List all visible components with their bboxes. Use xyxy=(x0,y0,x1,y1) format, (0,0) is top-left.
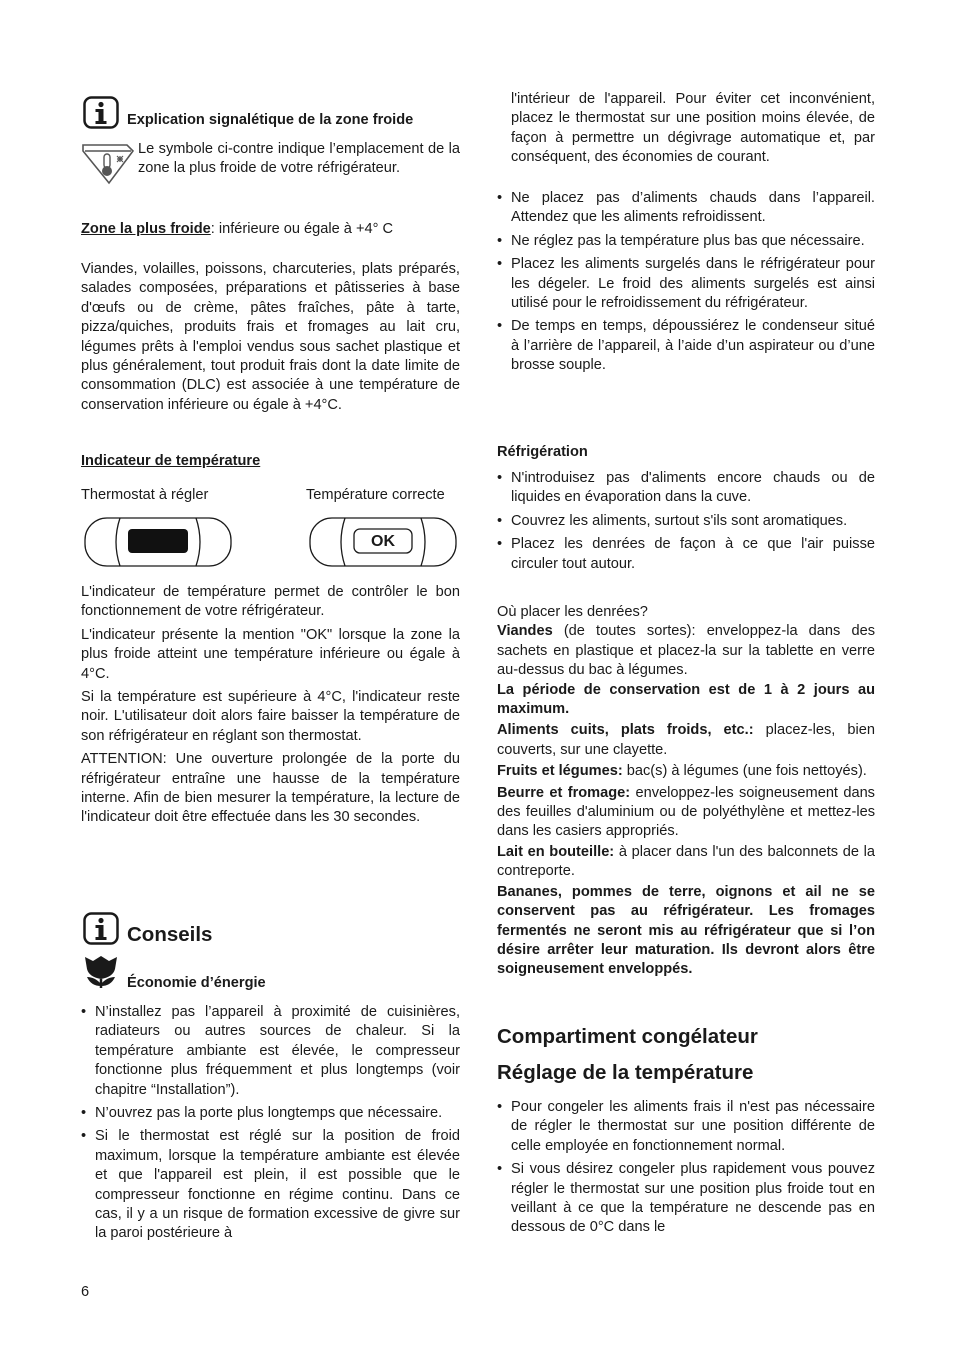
conservation-note: La période de conservation est de 1 à 2 jours au maximum. xyxy=(497,681,875,718)
continuation-text: l'intérieur de l'appareil. Pour éviter cet inconvénient, placez le thermostat sur une position moins élevée, de façon à permettre un dégivrage automatique et, par conséquent, des économies de courant. xyxy=(511,91,875,166)
where-question: Où placer les denrées? xyxy=(497,604,648,620)
list-item: • Si le thermostat est réglé sur la position de froid maximum, lorsque la température ambiante est élevée et que l'appareil est plein, il est possible que le compresseur fonctionne en régime continu. Dans ce cas, il y a un risque de formation excessive de givre sur la paroi postérieure à xyxy=(81,1128,460,1242)
correct-temp-label: Température correcte xyxy=(306,487,445,503)
economie-title: Économie d’énergie xyxy=(127,975,266,991)
cold-zone-icon xyxy=(81,141,135,185)
energy-saving-icon xyxy=(83,955,119,989)
list-item: • N’ouvrez pas la porte plus longtemps que nécessaire. xyxy=(81,1105,443,1122)
list-item: • Couvrez les aliments, surtout s'ils sont aromatiques. xyxy=(497,512,848,529)
indicator-paragraph: L'indicateur présente la mention "OK" lorsque la zone la plus froide atteint une température inférieure ou égale à 4°C. xyxy=(81,626,460,682)
indicator-black xyxy=(84,517,232,567)
conseils-title: Conseils xyxy=(127,923,213,946)
zone-line xyxy=(81,220,460,239)
info-icon xyxy=(83,96,119,129)
aliments-paragraph: Aliments cuits, plats froids, etc.: placez-les, bien couverts, sur une clayette. xyxy=(497,722,875,758)
zone-value: : inférieure ou égale à +4° C xyxy=(210,221,394,237)
zone-paragraph: Viandes, volailles, poissons, charcuteries, plats préparés, salades composées, préparations et pâtisseries à base d'œufs ou de crème, pâtes fraîches, pâte à tarte, pizza/quiches, produits frais et fromages au lait cru, légumes prêts à l'emploi vendus sous sachet plastique et plus généralement, tout produit frais dont la date limite de consommation (DLC) est associée à une température de conservation inférieure ou égale à +4°C. xyxy=(81,261,460,413)
info-text: Le symbole ci-contre indique l’emplacement de la zone la plus froide de votre réfrigérateur. xyxy=(138,141,460,177)
list-item: • Ne placez pas d’aliments chauds dans l’appareil. Attendez que les aliments refroidissent. xyxy=(497,190,875,226)
info-icon xyxy=(83,912,119,945)
page-number: 6 xyxy=(81,1284,90,1300)
tips-list xyxy=(497,189,875,380)
ok-label: OK xyxy=(371,533,395,550)
list-item: • N’installez pas l’appareil à proximité de cuisinières, radiateurs ou autres sources de chaleur. Si la température ambiante est élevée, le compresseur fonctionne plus fréquemment et plus longtemps (voir chapitre “Installation”). xyxy=(81,1004,460,1098)
reglage-list xyxy=(497,1098,875,1242)
reglage-title: Réglage de la température xyxy=(497,1061,754,1084)
list-item: • Si vous désirez congeler plus rapidement vous pouvez régler le thermostat sur une position plus froide tout en veillant à ce que la température ne descende pas en dessous de 0°C dans le xyxy=(497,1161,875,1236)
list-item: • Pour congeler les aliments frais il n'est pas nécessaire de régler le thermostat sur une position différente de celle employée en fonctionnement normal. xyxy=(497,1099,875,1154)
list-item: • N'introduisez pas d'aliments encore chauds ou de liquides en évaporation dans la cuve. xyxy=(497,470,875,506)
compartiment-title: Compartiment congélateur xyxy=(497,1025,758,1048)
list-item: • De temps en temps, dépoussiérez le condenseur situé à l’arrière de l’appareil, à l’aide d’un aspirateur ou d’une brosse souple. xyxy=(497,318,875,374)
thermostat-label: Thermostat à régler xyxy=(81,487,209,503)
info-title: Explication signalétique de la zone froide xyxy=(127,112,414,128)
indicator-heading: Indicateur de température xyxy=(81,453,261,469)
fruits-paragraph: Fruits et légumes: bac(s) à légumes (une fois nettoyés). xyxy=(497,763,867,780)
indicator-paragraphs xyxy=(81,583,460,828)
viandes-paragraph: Viandes (de toutes sortes): enveloppez-la dans des sachets en plastique et placez-la sur la tablette en verre au-dessus du bac à légumes. xyxy=(497,623,875,679)
indicator-paragraph: ATTENTION: Une ouverture prolongée de la porte du réfrigérateur entraîne une hausse de la température interne. Afin de bien mesurer la température, la lecture de l'indicateur doit être effectuée dans les 30 secondes. xyxy=(81,751,460,826)
refrigeration-title: Réfrigération xyxy=(497,444,588,460)
list-item: • Placez les denrées de façon à ce que l'air puisse circuler tout autour. xyxy=(497,536,875,572)
bananes-note: Bananes, pommes de terre, oignons et ail ne se conservent pas au réfrigérateur. Les fromages fermentés ne seront mis au réfrigérateur que si l’on désire arrêter leur maturation. Ils devront alors être soigneusement enveloppés. xyxy=(497,883,875,978)
lait-paragraph: Lait en bouteille: à placer dans l'un des balconnets de la contreporte. xyxy=(497,843,875,880)
list-item: • Ne réglez pas la température plus bas que nécessaire. xyxy=(497,232,865,249)
beurre-paragraph: Beurre et fromage: enveloppez-les soigneusement dans des feuilles d'aluminium ou de polyéthylène et mettez-les dans les casiers appropriés. xyxy=(497,784,875,840)
indicator-paragraph: L'indicateur de température permet de contrôler le bon fonctionnement de votre réfrigérateur. xyxy=(81,584,460,620)
storage-section xyxy=(497,603,875,980)
zone-label: Zone la plus froide xyxy=(81,221,211,237)
indicator-paragraph: Si la température est supérieure à 4°C, l'indicateur reste noir. L'utilisateur doit alors faire baisser la température de son réfrigérateur en réglant son thermostat. xyxy=(81,689,460,744)
economie-list xyxy=(81,1003,460,1248)
list-item: • Placez les aliments surgelés dans le réfrigérateur pour les dégeler. Le froid des aliments surgelés est ainsi utilisé pour le refroidissement du réfrigérateur. xyxy=(497,256,875,312)
refrigeration-list xyxy=(497,469,875,578)
